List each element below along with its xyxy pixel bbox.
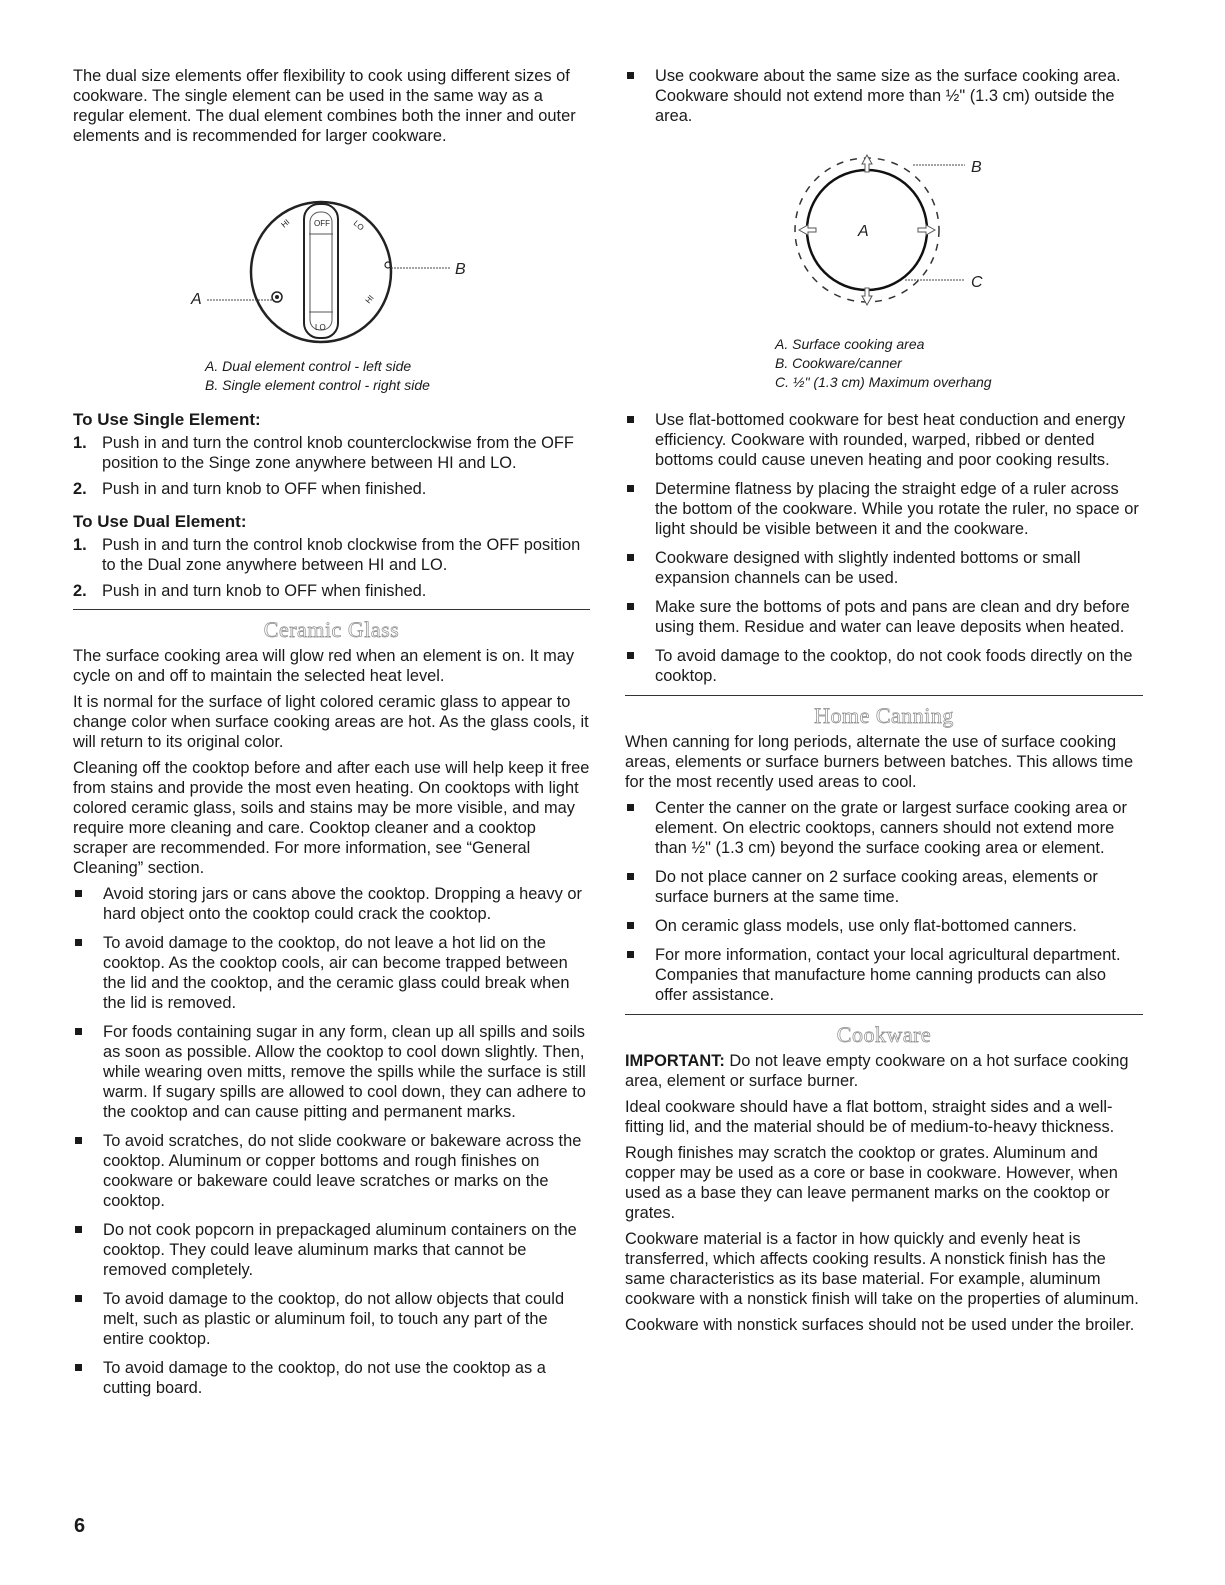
bullet-icon bbox=[627, 72, 634, 79]
dual-size-intro: The dual size elements offer flexibility to cook using different sizes of cookware. The single element can be used in the same way as a regular element. The dual element combines both the inner and outer elements and is recommended for larger cookware. bbox=[73, 67, 576, 145]
bullet-text: Do not cook popcorn in prepackaged aluminum containers on the cooktop. They could leave aluminum marks that cannot be removed completely. bbox=[103, 1221, 577, 1279]
bullet-icon bbox=[627, 652, 634, 659]
bullet-text: To avoid scratches, do not slide cookware or bakeware across the cooktop. Aluminum or copper bottoms and rough finishes on cookware or bakeware could leave scratches or marks on the cooktop. bbox=[103, 1132, 582, 1210]
bullet-text: Use flat-bottomed cookware for best heat conduction and energy efficiency. Cookware with rounded, warped, ribbed or dented bottoms could cause uneven heating and poor cooking results. bbox=[655, 411, 1126, 469]
bullet-text: To avoid damage to the cooktop, do not use the cooktop as a cutting board. bbox=[103, 1359, 546, 1397]
knob-lo-bottom-label: LO bbox=[315, 323, 326, 332]
list-item bbox=[73, 535, 590, 575]
knob-lo-label: LO bbox=[351, 218, 366, 233]
page-number: 6 bbox=[74, 1515, 86, 1537]
bullet-text: Do not place canner on 2 surface cooking areas, elements or surface burners at the same time. bbox=[655, 868, 1098, 906]
list-item bbox=[73, 1358, 590, 1398]
list-item bbox=[73, 433, 590, 473]
list-item bbox=[73, 1131, 590, 1211]
dual-element-steps bbox=[73, 535, 590, 601]
list-item bbox=[625, 410, 1143, 470]
paragraph: It is normal for the surface of light colored ceramic glass to appear to change color when surface cooking areas are hot. As the glass cools, it will return to its original color. bbox=[73, 693, 589, 751]
paragraph: When canning for long periods, alternate the use of surface cooking areas, elements or surface burners between batches. This allows time for the most recently used areas to cool. bbox=[625, 733, 1134, 791]
area-caption-a: A. Surface cooking area bbox=[775, 336, 925, 352]
paragraph: Cookware material is a factor in how quickly and evenly heat is transferred, which affects cooking results. A nonstick finish has the same characteristics as its base material. For example, aluminum cookware with a nonstick finish will take on the properties of aluminum. bbox=[625, 1230, 1139, 1308]
step-number: 1. bbox=[73, 536, 87, 554]
bullet-text: Avoid storing jars or cans above the cooktop. Dropping a heavy or hard object onto the cooktop could crack the cooktop. bbox=[103, 885, 582, 923]
bullet-text: Make sure the bottoms of pots and pans are clean and dry before using them. Residue and water can leave deposits when heated. bbox=[655, 598, 1130, 636]
knob-label-b: B bbox=[455, 261, 466, 278]
knob-hi-right-label: HI bbox=[363, 293, 376, 306]
list-item bbox=[73, 479, 590, 499]
bullet-icon bbox=[75, 1137, 82, 1144]
ceramic-bullets bbox=[73, 884, 590, 1398]
single-element-heading: To Use Single Element: bbox=[73, 410, 261, 429]
section-divider bbox=[73, 609, 590, 610]
paragraph: Cookware with nonstick surfaces should not be used under the broiler. bbox=[625, 1316, 1135, 1334]
area-label-b: B bbox=[971, 159, 982, 176]
bullet-icon bbox=[627, 922, 634, 929]
paragraph: Ideal cookware should have a flat bottom, straight sides and a well-fitting lid, and the material should be of medium-to-heavy thickness. bbox=[625, 1098, 1115, 1136]
bullet-text: Determine flatness by placing the straight edge of a ruler across the bottom of the cookware. While you rotate the ruler, no space or light should be visible between it and the cookware. bbox=[655, 480, 1139, 538]
bullet-text: For foods containing sugar in any form, clean up all spills and soils as soon as possible. Allow the cooktop to cool down slightly. Then, while wearing oven mitts, remove the spills while the surface is still warm. If sugary spills are allowed to cool down, they can adhere to the cooktop and can cause pitting and permanent marks. bbox=[103, 1023, 586, 1121]
bullet-icon bbox=[627, 951, 634, 958]
step-text: Push in and turn the control knob counterclockwise from the OFF position to the Singe zone anywhere between HI and LO. bbox=[102, 434, 574, 472]
bullet-text: On ceramic glass models, use only flat-bottomed canners. bbox=[655, 917, 1077, 935]
list-item bbox=[625, 548, 1143, 588]
knob-caption-a: A. Dual element control - left side bbox=[205, 358, 412, 374]
step-text: Push in and turn knob to OFF when finished. bbox=[102, 582, 427, 600]
area-label-c: C bbox=[971, 274, 983, 291]
knob-off-label: OFF bbox=[314, 219, 330, 228]
important-paragraph bbox=[625, 1051, 1143, 1091]
bullet-icon bbox=[627, 603, 634, 610]
paragraph: The surface cooking area will glow red when an element is on. It may cycle on and off to maintain the selected heat level. bbox=[73, 647, 575, 685]
area-label-a: A bbox=[858, 223, 869, 240]
bullet-text: To avoid damage to the cooktop, do not allow objects that could melt, such as plastic or aluminum foil, to touch any part of the entire cooktop. bbox=[103, 1290, 565, 1348]
list-item bbox=[625, 945, 1143, 1005]
right-column bbox=[625, 66, 1143, 1341]
paragraph: Rough finishes may scratch the cooktop or grates. Aluminum and copper may be used as a core or base in cookware. However, when used as a base they can leave permanent marks on the cooktop or grates. bbox=[625, 1144, 1118, 1222]
bullet-icon bbox=[75, 890, 82, 897]
bullet-icon bbox=[627, 873, 634, 880]
step-number: 2. bbox=[73, 582, 87, 600]
knob-label-a: A bbox=[191, 291, 202, 308]
list-item bbox=[625, 597, 1143, 637]
bullet-text: Cookware designed with slightly indented bottoms or small expansion channels can be used. bbox=[655, 549, 1081, 587]
bullet-icon bbox=[75, 1226, 82, 1233]
cooking-area-illustration bbox=[625, 135, 1143, 335]
bullet-icon bbox=[627, 554, 634, 561]
list-item bbox=[73, 1022, 590, 1122]
bullet-text: Center the canner on the grate or largest surface cooking area or element. On electric cooktops, canners should not extend more than ½" (1.3 cm) beyond the surface cooking area or element. bbox=[655, 799, 1127, 857]
knob-diagram bbox=[73, 152, 590, 367]
bullet-icon bbox=[75, 1364, 82, 1371]
area-caption-b: B. Cookware/canner bbox=[775, 355, 902, 371]
step-text: Push in and turn the control knob clockwise from the OFF position to the Dual zone anywhere between HI and LO. bbox=[102, 536, 581, 574]
bullet-text: To avoid damage to the cooktop, do not cook foods directly on the cooktop. bbox=[655, 647, 1133, 685]
list-item bbox=[73, 884, 590, 924]
bullet-icon bbox=[75, 1028, 82, 1035]
step-text: Push in and turn knob to OFF when finished. bbox=[102, 480, 427, 498]
dual-element-heading: To Use Dual Element: bbox=[73, 512, 247, 531]
knob-illustration bbox=[73, 152, 590, 367]
list-item bbox=[625, 646, 1143, 686]
list-item bbox=[625, 479, 1143, 539]
list-item bbox=[73, 1220, 590, 1280]
bullet-text: To avoid damage to the cooktop, do not leave a hot lid on the cooktop. As the cooktop cools, air can become trapped between the lid and the cooktop, and the ceramic glass could break when the lid is removed. bbox=[103, 934, 570, 1012]
bullet-text: Use cookware about the same size as the surface cooking area. Cookware should not extend more than ½" (1.3 cm) outside the area. bbox=[655, 67, 1121, 125]
bullet-icon bbox=[627, 804, 634, 811]
list-item bbox=[73, 581, 590, 601]
left-column bbox=[73, 66, 590, 1407]
step-number: 2. bbox=[73, 480, 87, 498]
home-canning-title: Home Canning bbox=[814, 703, 954, 728]
list-item bbox=[625, 867, 1143, 907]
list-item bbox=[73, 933, 590, 1013]
canning-bullets bbox=[625, 798, 1143, 1005]
area-caption-c: C. ½" (1.3 cm) Maximum overhang bbox=[775, 374, 992, 390]
list-item bbox=[625, 916, 1143, 936]
important-text: Do not leave empty cookware on a hot surface cooking area, element or surface burner. bbox=[625, 1052, 1129, 1090]
cookware-bullets bbox=[625, 410, 1143, 686]
list-item bbox=[73, 1289, 590, 1349]
cookware-title: Cookware bbox=[836, 1022, 932, 1047]
paragraph: Cleaning off the cooktop before and after each use will help keep it free from stains and provide the most even heating. On cooktops with light colored ceramic glass, soils and stains may be more visible, and may require more cleaning and care. Cooktop cleaner and a cooktop scraper are recommended. For more information, see “General Cleaning” section. bbox=[73, 759, 590, 877]
bullet-icon bbox=[75, 1295, 82, 1302]
single-element-steps bbox=[73, 433, 590, 499]
bullet-icon bbox=[75, 939, 82, 946]
ceramic-glass-title: Ceramic Glass bbox=[263, 617, 400, 642]
cooking-area-diagram bbox=[625, 135, 1143, 335]
bullet-text: For more information, contact your local agricultural department. Companies that manufacture home canning products can also offer assistance. bbox=[655, 946, 1121, 1004]
bullet-icon bbox=[627, 416, 634, 423]
knob-caption-b: B. Single element control - right side bbox=[205, 377, 430, 393]
list-item bbox=[625, 66, 1143, 126]
list-item bbox=[625, 798, 1143, 858]
step-number: 1. bbox=[73, 434, 87, 452]
area-caption-block bbox=[775, 335, 1143, 392]
cookware-size-bullet bbox=[625, 66, 1143, 126]
important-label: IMPORTANT: bbox=[625, 1052, 725, 1070]
knob-hi-left-label: HI bbox=[279, 217, 292, 230]
section-divider bbox=[625, 1014, 1143, 1015]
section-divider bbox=[625, 695, 1143, 696]
bullet-icon bbox=[627, 485, 634, 492]
